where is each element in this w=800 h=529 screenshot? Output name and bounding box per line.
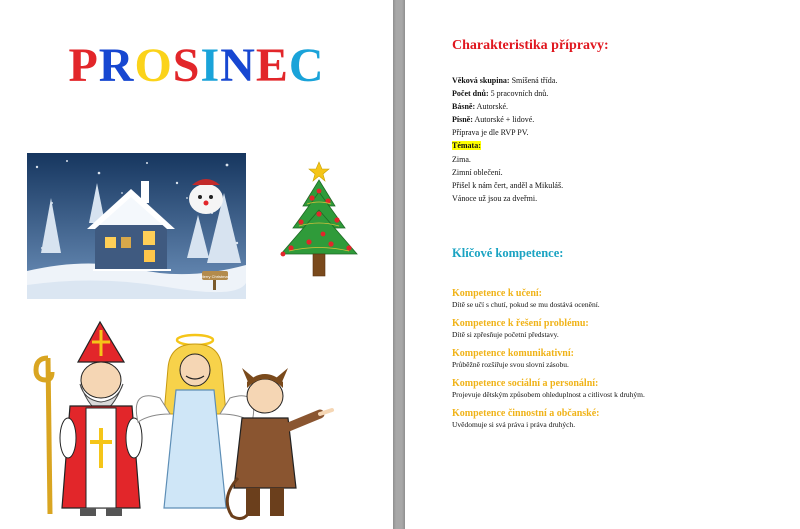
- info-item: Písně: Autorské + lidové.: [452, 115, 535, 125]
- competence-text: Dítě si zpřesňuje početní představy.: [452, 330, 559, 339]
- info-list: [452, 74, 563, 205]
- section-title-characteristics: Charakteristika přípravy:: [452, 38, 609, 53]
- title-letter: N: [220, 39, 256, 92]
- winter-house-image: [27, 153, 246, 299]
- page-gap: [393, 0, 405, 529]
- info-item: Příprava je dle RVP PV.: [452, 128, 529, 138]
- topic-item: Vánoce už jsou za dveřmi.: [452, 193, 538, 203]
- competence-text: Uvědomuje si svá práva i práva druhých.: [452, 420, 576, 429]
- title-letter: E: [255, 39, 289, 92]
- info-item: Básně: Autorské.: [452, 102, 509, 112]
- page-title: [0, 38, 393, 93]
- title-letter: P: [68, 39, 99, 92]
- topic-item: Zima.: [452, 154, 471, 164]
- topics-label: Témata:: [452, 141, 481, 151]
- christmas-tree-image: [265, 158, 365, 280]
- title-letter: R: [98, 39, 135, 92]
- title-letter: S: [172, 39, 201, 92]
- title-letter: O: [134, 39, 173, 92]
- competence-text: Projevuje dětským způsobem ohleduplnost a citlivost k druhým.: [452, 390, 645, 399]
- info-item: Věková skupina: Smíšená třída.: [452, 76, 558, 85]
- competence-text: Dítě se učí s chutí, pokud se mu dostává ocenění.: [452, 300, 600, 309]
- topic-item: Zimní oblečení.: [452, 167, 503, 177]
- info-item: Počet dnů: 5 pracovních dnů.: [452, 89, 549, 99]
- title-letter: C: [288, 39, 325, 92]
- topic-item: Přišel k nám čert, anděl a Mikuláš.: [452, 180, 564, 190]
- nicholas-angel-devil-image: [20, 318, 335, 523]
- left-page: [0, 0, 393, 529]
- competence-heading: Kompetence komunikativní:: [452, 348, 574, 359]
- sign-text: Merry Christmas: [200, 274, 230, 279]
- competences-list: [452, 287, 792, 437]
- competence-heading: Kompetence činnostní a občanské:: [452, 408, 600, 419]
- section-title-key-competences: Klíčové kompetence:: [452, 246, 564, 260]
- right-page: [405, 0, 800, 529]
- title-letter: I: [200, 39, 221, 92]
- competence-text: Průběžně rozšiřuje svou slovní zásobu.: [452, 360, 569, 369]
- competence-heading: Kompetence k řešení problému:: [452, 318, 589, 329]
- competence-heading: Kompetence sociální a personální:: [452, 378, 599, 389]
- competence-heading: Kompetence k učení:: [452, 288, 542, 299]
